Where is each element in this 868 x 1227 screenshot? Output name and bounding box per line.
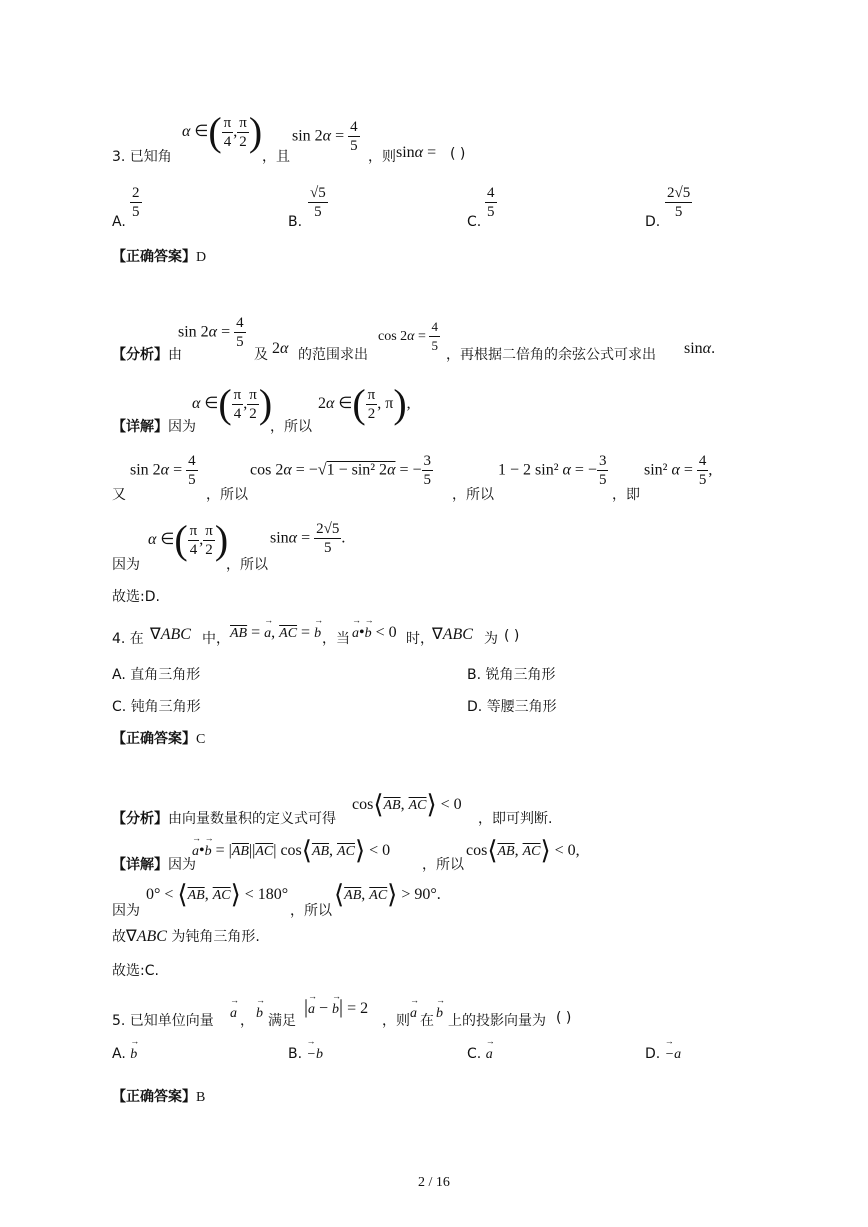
- option-text: 等腰三角形: [486, 699, 557, 715]
- frac-num: 2√5: [667, 185, 691, 201]
- frac-num: √5: [310, 185, 326, 201]
- math-sina: sinα.: [684, 340, 716, 357]
- math-alpha-range: α ∈( $\frac{\pi}{4}$ , $\frac{\pi}{2}$ ): [148, 517, 229, 562]
- q5-option-b[interactable]: [288, 1046, 323, 1063]
- detail-text: ，所以: [226, 557, 268, 573]
- q3-alpha-range: α ∈( $\frac{\pi}{4}$ , $\frac{\pi}{2}$ ): [182, 109, 263, 154]
- option-letter: B.: [288, 214, 303, 230]
- option-text: → b: [130, 1047, 137, 1063]
- q4-option-d[interactable]: [467, 696, 557, 716]
- option-text: → −b: [307, 1047, 323, 1063]
- detail-text: ，所以: [206, 487, 248, 503]
- q3-sina: sinα =: [396, 144, 437, 161]
- q4-conclusion: 故∇ABC 为钝角三角形.: [112, 928, 260, 945]
- frac-den: 5: [132, 204, 140, 220]
- option-letter: D.: [467, 699, 483, 715]
- q4-analysis: [112, 790, 752, 826]
- detail-text: 故: [112, 929, 126, 945]
- option-letter: A.: [112, 214, 126, 230]
- option-letter: A.: [112, 667, 126, 683]
- q3-sin2a: sin 2α = $\frac{4}{5}$: [292, 119, 358, 154]
- analysis-text: 由: [168, 347, 182, 363]
- q3-detail-1: [112, 381, 752, 436]
- option-letter: D.: [645, 1046, 661, 1062]
- math-sin2a: sin 2α = $\frac{4}{5}$: [130, 453, 196, 488]
- math-cos2a-eq: cos 2α = −√1 − sin² $2\overline{\alpha}$ = − $\frac{3}{5}$: [250, 453, 432, 488]
- detail-label: 【详解】: [112, 419, 168, 435]
- detail-text: ，所以: [422, 857, 464, 873]
- frac-den: 5: [487, 204, 495, 220]
- math-norm-eq: |→ a − → b| = 2: [304, 996, 368, 1019]
- math-sin2-alpha: sin² α = $\frac{4}{5}$ ,: [644, 453, 713, 488]
- option-text: → −a: [665, 1047, 681, 1063]
- q3-detail-3: [112, 517, 752, 573]
- q3-then: ，则: [368, 149, 396, 165]
- math-2alpha-range: 2α ∈( $\frac{\pi}{2}$ , π),: [318, 381, 411, 426]
- q4-option-c[interactable]: [112, 696, 201, 716]
- page-number: 2 / 16: [418, 1175, 450, 1190]
- math-alpha-range: α ∈( $\frac{\pi}{4}$ , $\frac{\pi}{2}$ ): [192, 381, 273, 426]
- vec-a: → a: [230, 1006, 237, 1022]
- q3-answer: [112, 246, 206, 266]
- math-triangle-abc: ∇ABC: [150, 626, 191, 643]
- answer-value: D: [196, 250, 207, 265]
- q4-text: 时，: [406, 631, 434, 647]
- math-angle-range: $0^\circ < ⟨\overline{AB}$, $\overline{AC}⟩ < 180^\circ$: [146, 880, 289, 909]
- detail-text: ，所以: [452, 487, 494, 503]
- q4-text: ，当: [322, 631, 350, 647]
- detail-text: ，所以: [290, 903, 332, 919]
- answer-value: B: [196, 1090, 206, 1105]
- math-dot-lt0: → a•→ b < 0: [352, 624, 397, 642]
- vec-a: → a: [410, 1006, 417, 1022]
- answer-label: 【正确答案】: [112, 731, 196, 747]
- q5-text: ，则: [382, 1013, 410, 1029]
- analysis-label: 【分析】: [112, 347, 168, 363]
- frac-den: 5: [314, 204, 322, 220]
- math-cos2a: cos 2α = $\frac{4}{5}$: [378, 319, 438, 353]
- q4-choose: 故选:C.: [112, 963, 159, 979]
- option-text: → a: [486, 1047, 493, 1063]
- detail-text: 因为: [168, 419, 196, 435]
- analysis-text: 的范围求出: [298, 347, 368, 363]
- math-cos-angle: $\cos⟨\overline{AB}$, $\overline{AC}⟩ < 0$,: [466, 836, 580, 865]
- vec-b: → b: [256, 1006, 263, 1022]
- q4-text: 中，: [202, 631, 230, 647]
- detail-text: 又: [112, 487, 126, 503]
- option-letter: B.: [288, 1046, 303, 1062]
- option-fraction: [308, 184, 328, 221]
- math-sin2a: sin 2α = $\frac{4}{5}$: [178, 315, 244, 350]
- detail-text: ，即: [612, 487, 640, 503]
- q3-paren: ( ): [450, 146, 466, 162]
- option-letter: B.: [467, 667, 482, 683]
- math-angle-gt90: $⟨\overline{AB}$, $\overline{AC}⟩ > 90^\circ$.: [334, 880, 441, 909]
- q5-paren: ( ): [556, 1010, 572, 1026]
- frac-num: 2: [132, 185, 140, 201]
- frac-num: 4: [487, 185, 495, 201]
- detail-text: 因为: [112, 557, 140, 573]
- math-triangle-abc: ∇ABC: [432, 626, 473, 643]
- detail-text: 因为: [168, 857, 196, 873]
- q5-text: 在: [420, 1013, 434, 1029]
- q5-text: 上的投影向量为: [448, 1013, 546, 1029]
- detail-text: 因为: [112, 903, 140, 919]
- q5-option-d[interactable]: [645, 1046, 681, 1063]
- option-fraction: [130, 184, 142, 221]
- q4-answer: [112, 728, 205, 748]
- answer-value: C: [196, 732, 206, 747]
- detail-label: 【详解】: [112, 857, 168, 873]
- q3-prefix: 3. 已知角: [112, 149, 172, 165]
- option-text: 钝角三角形: [130, 699, 201, 715]
- q5-stem: [112, 994, 752, 1030]
- q4-prefix: 4. 在: [112, 631, 144, 647]
- q4-text: 为: [484, 631, 498, 647]
- q3-detail-2: [112, 452, 752, 504]
- q5-prefix: 5. 已知单位向量: [112, 1013, 214, 1029]
- option-letter: C.: [467, 214, 482, 230]
- option-fraction: [665, 184, 692, 221]
- q3-mid: ，且: [262, 149, 290, 165]
- option-text: 直角三角形: [130, 667, 201, 683]
- analysis-text: 及: [254, 347, 268, 363]
- q5-option-a[interactable]: [112, 1046, 137, 1063]
- analysis-text: 由向量数量积的定义式可得: [168, 811, 336, 827]
- option-letter: A.: [112, 1046, 126, 1062]
- option-letter: D.: [645, 214, 661, 230]
- q4-detail-2: [112, 880, 752, 919]
- q5-text: ，: [240, 1013, 254, 1029]
- math-cos-angle: $\cos⟨\overline{AB}$, $\overline{AC}⟩ < 0$: [352, 790, 462, 819]
- option-letter: C.: [112, 699, 127, 715]
- q4-paren: ( ): [504, 628, 520, 644]
- q4-detail-1: [112, 836, 752, 872]
- q4-option-b[interactable]: [467, 664, 556, 684]
- analysis-label: 【分析】: [112, 811, 168, 827]
- math-dot-expansion: → a•→ $b = |\overline{AB}||\overline{AC}|$ $\cos⟨\overline{AB}$, $\overline{AC}⟩ < 0$: [192, 836, 390, 866]
- q3-analysis: [112, 314, 752, 366]
- analysis-text: ，即可判断.: [478, 811, 553, 827]
- detail-text: 为钝角三角形.: [171, 929, 260, 945]
- frac-den: 5: [674, 204, 683, 220]
- q4-stem: [112, 624, 752, 650]
- q5-text: 满足: [268, 1013, 296, 1029]
- q4-option-a[interactable]: [112, 664, 200, 684]
- vec-b: → b: [436, 1006, 443, 1022]
- q3-choose: 故选:D.: [112, 589, 160, 605]
- analysis-text: ，再根据二倍角的余弦公式可求出: [446, 347, 656, 363]
- answer-label: 【正确答案】: [112, 249, 196, 265]
- math-2a: 2α: [272, 340, 289, 357]
- option-letter: C.: [467, 1046, 482, 1062]
- detail-text: ，所以: [270, 419, 312, 435]
- math-vec-def: $\overline{AB}$ = → a, $\overline{AC}$ = → b: [230, 624, 321, 642]
- math-1-2sin: 1 − 2 sin² α = − $\frac{3}{5}$: [498, 453, 607, 488]
- option-text: 锐角三角形: [485, 667, 556, 683]
- q5-option-c[interactable]: [467, 1046, 493, 1063]
- answer-label: 【正确答案】: [112, 1089, 196, 1105]
- option-fraction: [485, 184, 497, 221]
- q5-answer: [112, 1086, 205, 1106]
- math-sina-result: sinα = $\frac{2√5}{5}$ .: [270, 521, 346, 556]
